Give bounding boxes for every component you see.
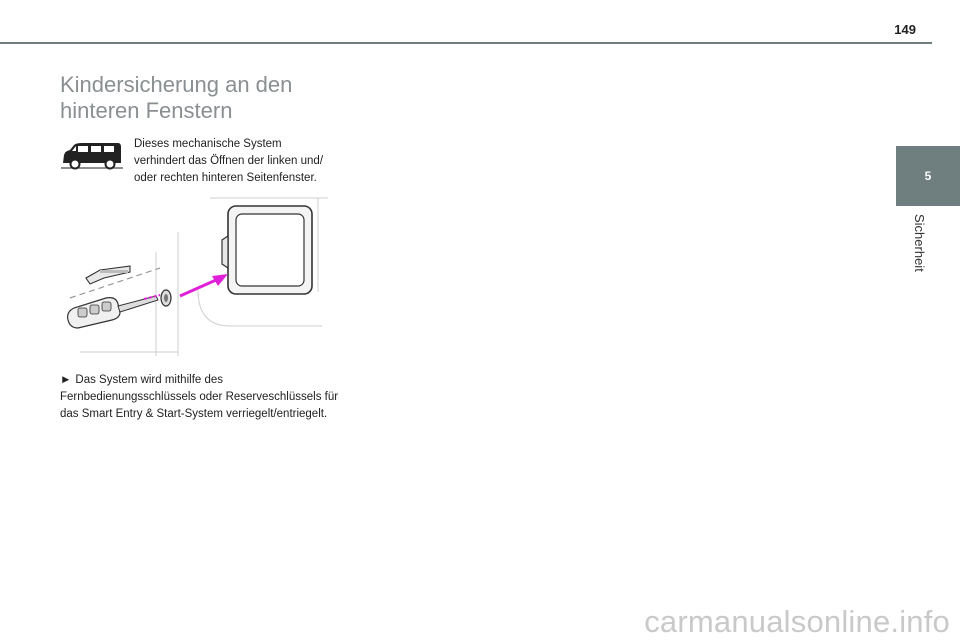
chapter-label: Sicherheit <box>912 214 927 272</box>
intro-line-1: Dieses mechanische System <box>134 138 282 150</box>
section-title <box>60 72 360 124</box>
watermark: carmanualsonline.info <box>644 604 950 639</box>
spare-key-icon <box>86 266 130 284</box>
section-title-line-1: Kindersicherung an den <box>60 72 293 97</box>
intro-line-2: verhindert das Öffnen der linken und/ <box>134 155 324 167</box>
direction-arrow <box>180 274 228 296</box>
header-rule <box>0 42 932 44</box>
step-line-2: Fernbedienungsschlüssels oder Reserveschlüssels für <box>60 391 339 403</box>
chapter-number: 5 <box>924 169 932 183</box>
chapter-tab[interactable] <box>896 146 960 206</box>
rear-side-window <box>222 206 312 294</box>
key-window-lock-illustration <box>60 192 330 360</box>
step-line-1-text: Das System wird mithilfe des <box>75 374 224 386</box>
intro-line-3: oder rechten hinteren Seitenfenster. <box>134 172 317 184</box>
lock-cylinder <box>161 290 171 306</box>
remote-key-fob-icon <box>68 296 158 328</box>
van-icon <box>60 140 124 170</box>
step-bullet: ► <box>60 374 72 386</box>
step-line-3: das Smart Entry & Start-System verriegelt/entriegelt. <box>60 408 328 420</box>
step-line-1 <box>60 372 340 389</box>
instruction-step <box>60 372 340 423</box>
intro-paragraph <box>134 136 334 187</box>
section-title-line-2: hinteren Fenstern <box>60 98 233 123</box>
page-number: 149 <box>894 22 916 37</box>
